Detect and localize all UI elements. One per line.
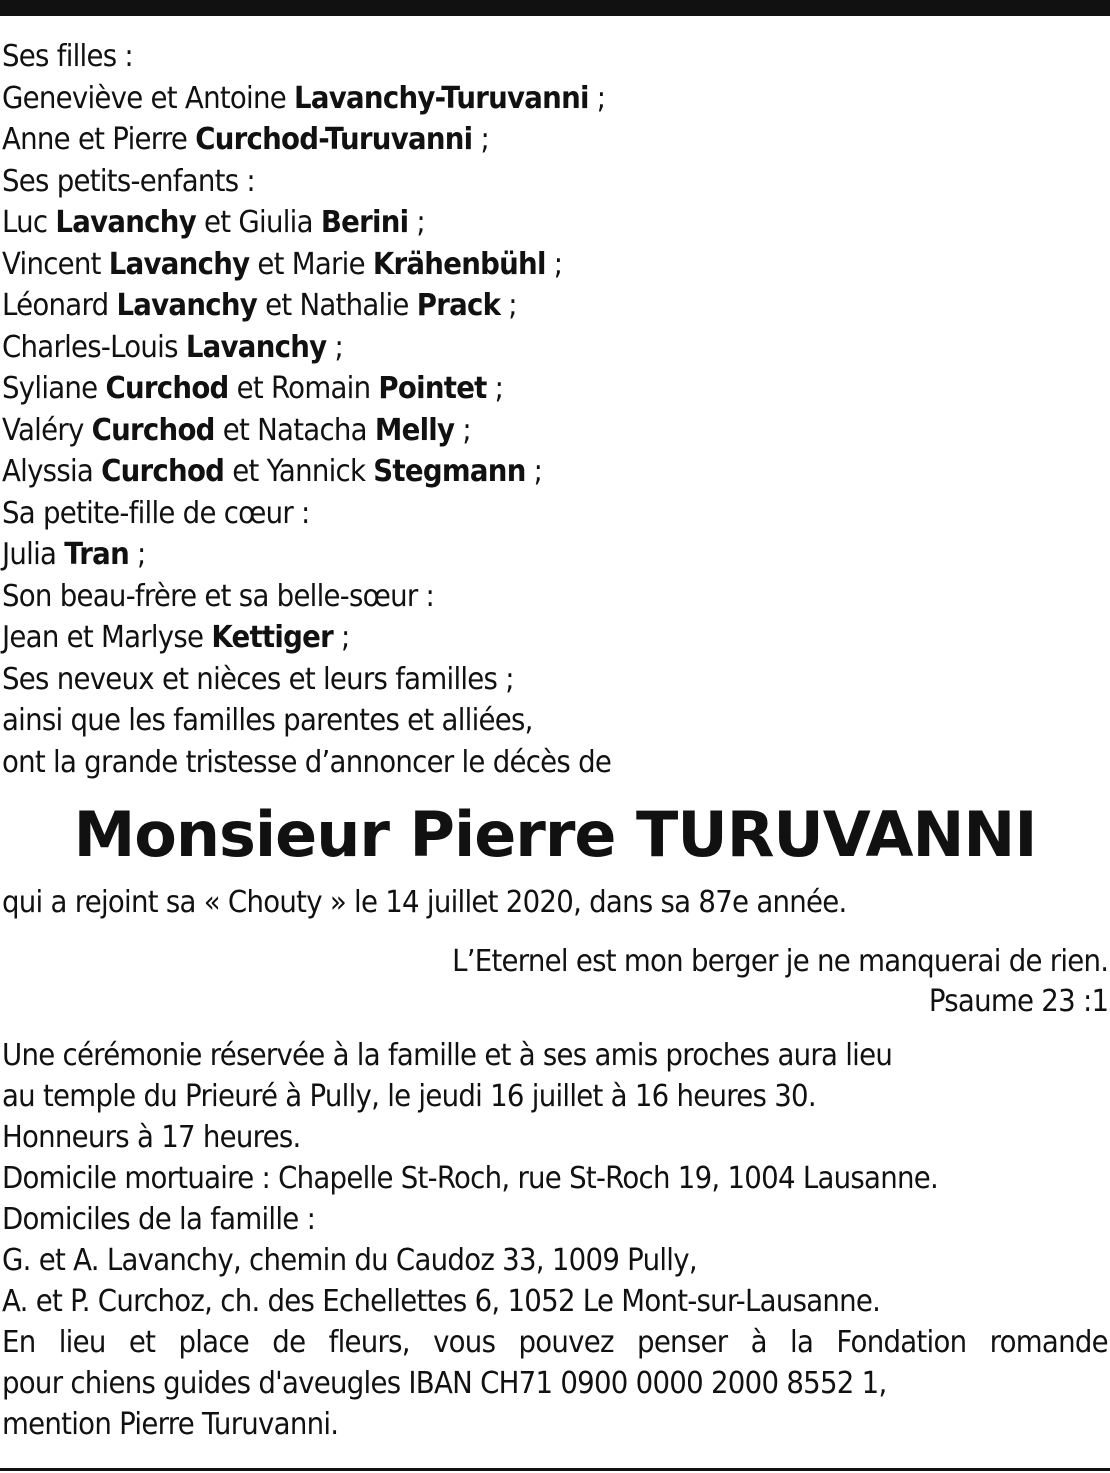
family-text: Ses filles :	[2, 39, 133, 74]
details-line: Domicile mortuaire : Chapelle St-Roch, rue St-Roch 19, 1004 Lausanne.	[2, 1161, 939, 1196]
family-text: ;	[332, 620, 350, 655]
details-word: fleurs,	[328, 1325, 410, 1360]
family-list	[2, 36, 1108, 783]
family-line	[2, 327, 1020, 369]
deceased-name-heading: Monsieur Pierre TURUVANNI	[73, 798, 1037, 871]
family-text: Charles-Louis	[2, 329, 186, 365]
family-line	[2, 451, 1020, 493]
family-text: ;	[500, 288, 517, 323]
ceremony-details	[2, 1035, 1108, 1445]
family-text: Son beau-frère et sa belle-sœur :	[2, 578, 435, 614]
family-text: et Yannick	[224, 454, 374, 489]
family-text: ;	[525, 454, 543, 489]
family-line	[2, 36, 1020, 78]
details-word: Fondation	[836, 1325, 967, 1360]
family-text: Alyssia	[2, 454, 102, 489]
family-surname: Stegmann	[373, 454, 526, 489]
family-line	[2, 659, 1020, 701]
details-line: au temple du Prieuré à Pully, le jeudi 16 juillet à 16 heures 30.	[2, 1079, 816, 1114]
family-text: Julia	[2, 537, 65, 572]
family-surname: Curchod-Turuvanni	[195, 122, 473, 157]
family-line	[2, 410, 1020, 452]
family-text: ;	[486, 371, 504, 406]
details-line: G. et A. Lavanchy, chemin du Caudoz 33, 1009 Pully,	[2, 1243, 697, 1278]
quote-text: L’Eternel est mon berger je ne manquerai de rien.	[451, 944, 1108, 979]
passing-statement	[2, 882, 1108, 924]
family-surname: Curchod	[101, 454, 225, 489]
family-surname: Curchod	[105, 371, 229, 406]
family-surname: Melly	[374, 412, 455, 448]
top-border-rule	[0, 0, 1110, 16]
family-surname: Lavanchy-Turuvanni	[294, 80, 589, 116]
family-text: ont la grande tristesse d’annoncer le décès de	[2, 744, 612, 780]
family-text: et Natacha	[214, 412, 375, 448]
family-text: Geneviève et Antoine	[2, 80, 295, 116]
family-text: ;	[326, 329, 344, 365]
family-surname: Prack	[416, 288, 501, 323]
family-text: ;	[588, 80, 606, 116]
family-surname: Tran	[64, 537, 129, 572]
details-word: place	[178, 1325, 250, 1360]
bottom-border-rule	[0, 1468, 1110, 1471]
details-word: penser	[637, 1325, 728, 1360]
family-surname: Berini	[320, 205, 409, 240]
family-line	[2, 161, 1020, 203]
family-text: Vincent	[2, 246, 109, 282]
family-surname: Kettiger	[211, 620, 333, 655]
passing-line: qui a rejoint sa « Chouty » le 14 juillet 2020, dans sa 87e année.	[2, 885, 847, 920]
family-text: Anne et Pierre	[2, 122, 196, 157]
family-line	[2, 78, 1020, 120]
scripture-quote	[395, 941, 1108, 1021]
family-line	[2, 119, 1020, 161]
family-surname: Curchod	[91, 412, 215, 448]
details-word: à	[750, 1325, 767, 1360]
family-text: ;	[545, 246, 563, 282]
family-line	[2, 534, 1020, 576]
family-text: Luc	[2, 205, 56, 240]
family-text: et Marie	[249, 246, 373, 282]
family-surname: Lavanchy	[185, 329, 327, 365]
family-text: ;	[408, 205, 425, 240]
details-word: pouvez	[518, 1325, 614, 1360]
quote-reference: Psaume 23 :1	[928, 983, 1108, 1019]
family-text: et Romain	[228, 371, 379, 406]
details-word: romande	[989, 1325, 1108, 1360]
details-line: pour chiens guides d'aveugles IBAN CH71 0900 0000 2000 8552 1,	[2, 1366, 887, 1401]
family-text: Ses neveux et nièces et leurs familles ;	[2, 661, 514, 697]
details-word: En	[2, 1325, 36, 1360]
family-surname: Lavanchy	[55, 205, 196, 240]
family-surname: Lavanchy	[116, 288, 258, 323]
family-text: et Nathalie	[257, 288, 417, 323]
family-text: ainsi que les familles parentes et alliées,	[2, 703, 533, 738]
family-text: Ses petits-enfants :	[2, 163, 255, 199]
details-line: Domiciles de la famille :	[2, 1202, 316, 1237]
family-line	[2, 493, 1020, 535]
family-text: Sa petite-fille de cœur :	[2, 495, 310, 531]
family-surname: Krähenbühl	[372, 246, 546, 282]
family-text: ;	[472, 122, 490, 157]
family-text: Léonard	[2, 288, 117, 323]
family-surname: Lavanchy	[108, 246, 250, 282]
family-line	[2, 617, 1020, 659]
family-text: Jean et Marlyse	[2, 620, 212, 655]
details-line: A. et P. Curchoz, ch. des Echellettes 6, 1052 Le Mont-sur-Lausanne.	[2, 1284, 881, 1319]
family-line	[2, 576, 1020, 618]
family-line	[2, 202, 1020, 244]
family-surname: Pointet	[378, 371, 487, 406]
family-text: Syliane	[2, 371, 106, 406]
details-word: vous	[433, 1325, 496, 1360]
details-line: Une cérémonie réservée à la famille et à ses amis proches aura lieu	[2, 1038, 893, 1073]
family-text: ;	[454, 412, 471, 448]
family-line	[2, 368, 1020, 410]
details-word: la	[790, 1325, 814, 1360]
family-line	[2, 244, 1020, 286]
details-line: Honneurs à 17 heures.	[2, 1120, 301, 1155]
details-line: mention Pierre Turuvanni.	[2, 1407, 339, 1442]
family-line	[2, 742, 1020, 784]
details-line	[2, 1322, 1108, 1363]
family-text: ;	[128, 537, 146, 572]
family-text: et Giulia	[195, 205, 321, 240]
details-word: et	[128, 1325, 156, 1360]
family-text: Valéry	[2, 412, 92, 448]
details-word: de	[272, 1325, 306, 1360]
family-line	[2, 285, 1020, 327]
family-line	[2, 700, 1020, 742]
details-word: lieu	[58, 1325, 106, 1360]
